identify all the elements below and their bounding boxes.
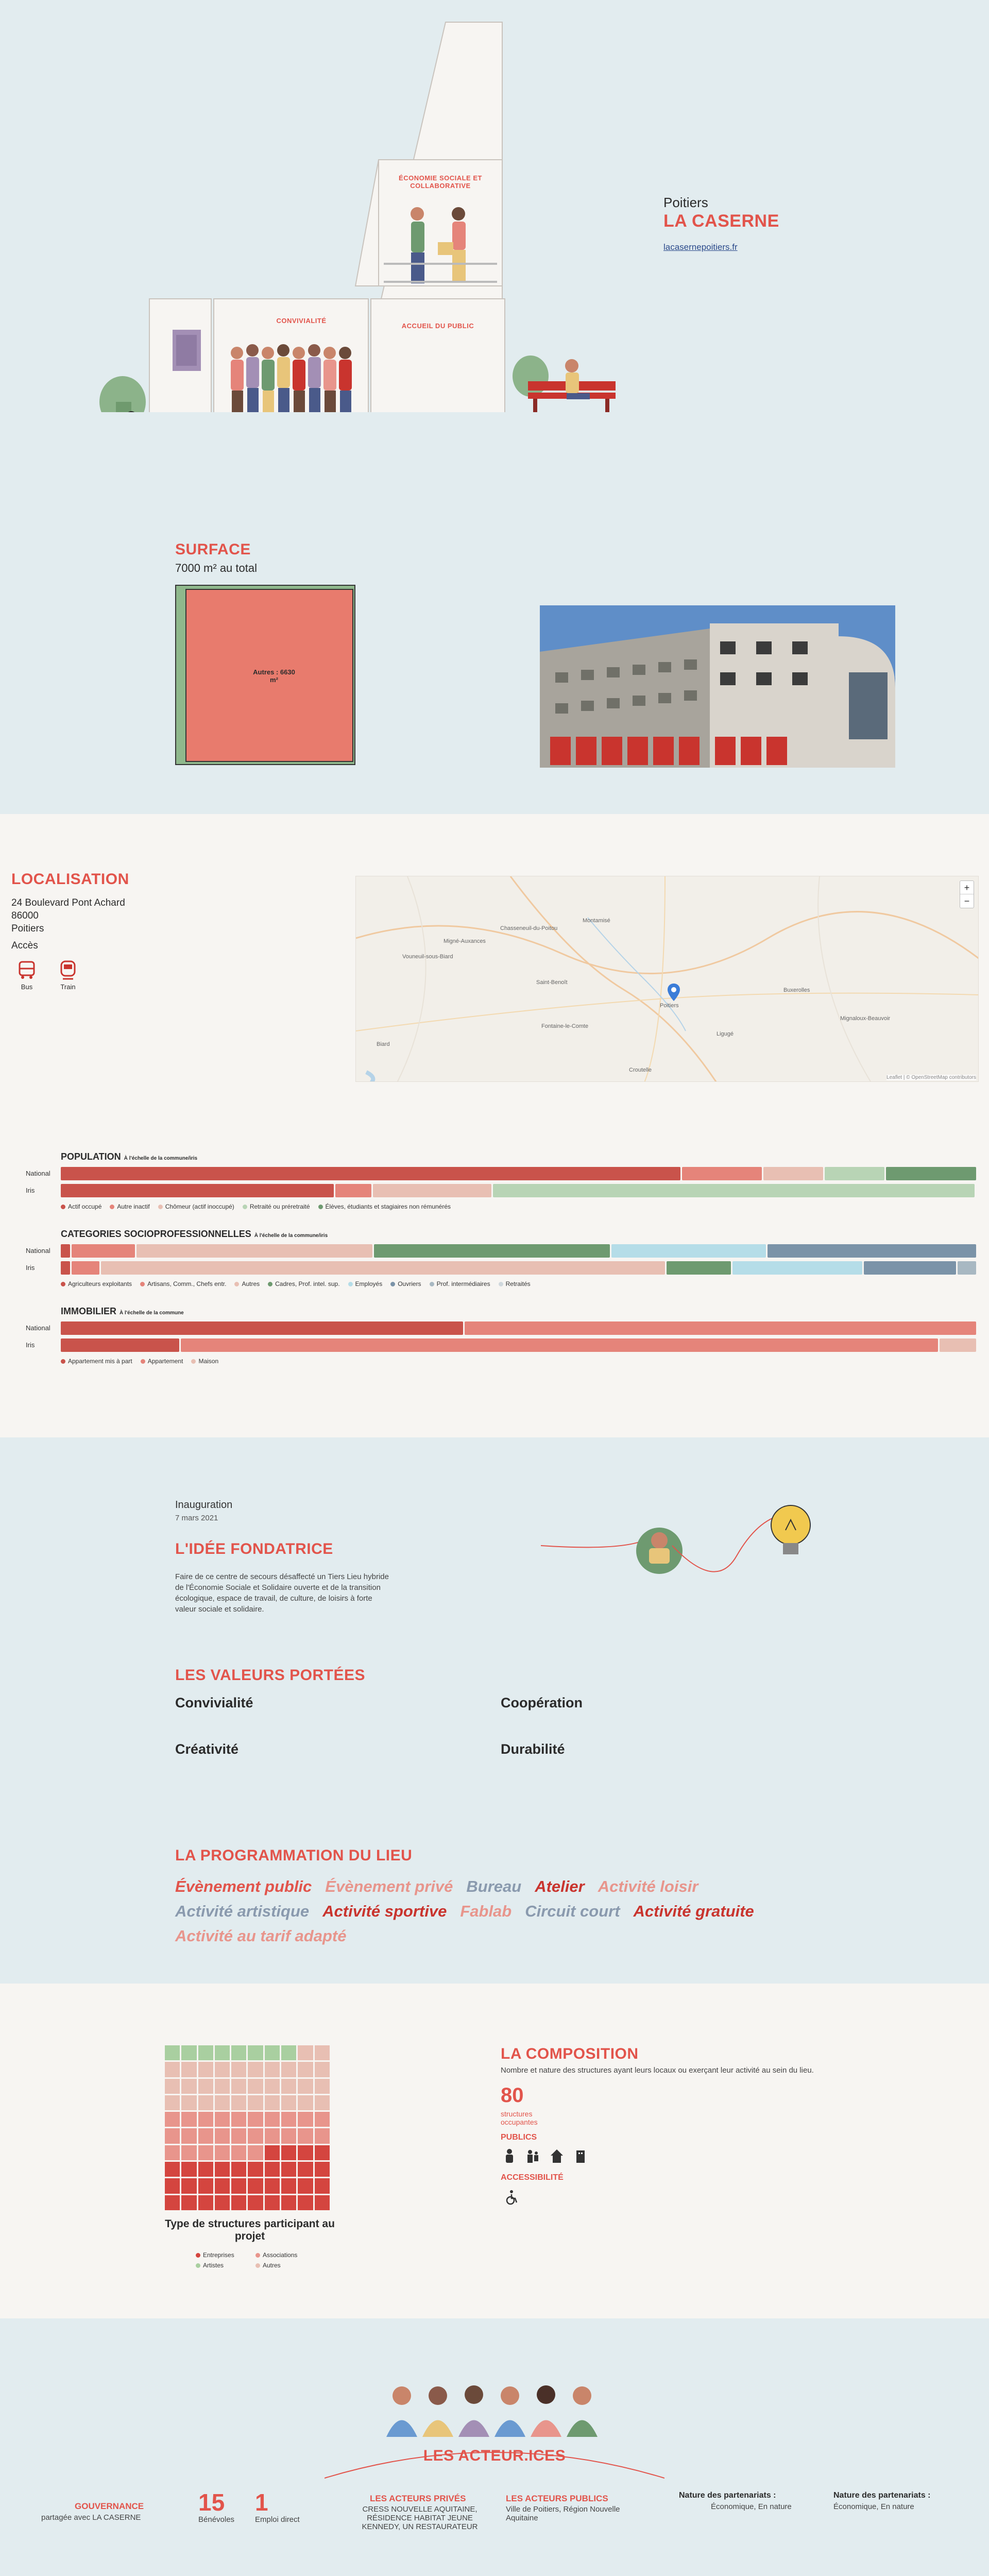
stacked-bar-national bbox=[61, 1321, 978, 1335]
bar-segment[interactable] bbox=[763, 1167, 823, 1180]
stacked-bar-iris bbox=[61, 1261, 978, 1275]
waffle-cell bbox=[181, 2162, 196, 2177]
map-place: Biard bbox=[377, 1041, 390, 1047]
map-place: Fontaine-le-Comte bbox=[541, 1023, 589, 1029]
waffle-cell bbox=[281, 2128, 296, 2143]
acteurs-publics-text: Ville de Poitiers, Région Nouvelle Aquitaine bbox=[506, 2505, 620, 2522]
room-label-economie: ÉCONOMIE SOCIALE ET COLLABORATIVE bbox=[399, 174, 482, 190]
bar-row-label: Iris bbox=[26, 1341, 35, 1349]
legend-item: Cadres, Prof. intel. sup. bbox=[268, 1280, 339, 1287]
legend-item: Artisans, Comm., Chefs entr. bbox=[140, 1280, 226, 1287]
waffle-cell bbox=[315, 2112, 330, 2127]
idee-title: L'IDÉE FONDATRICE bbox=[175, 1540, 333, 1557]
train-icon bbox=[58, 960, 78, 980]
gouvernance-subtitle: partagée avec LA CASERNE bbox=[41, 2513, 141, 2522]
acces-title: Accès bbox=[11, 940, 38, 951]
emploi-count: 1 bbox=[255, 2489, 268, 2516]
category-subtitle: À l'échelle de la commune/iris bbox=[254, 1233, 328, 1239]
surface-title: SURFACE bbox=[175, 541, 251, 558]
bar-segment[interactable] bbox=[886, 1167, 976, 1180]
waffle-cell bbox=[265, 2045, 280, 2060]
map-zoom-control bbox=[960, 880, 974, 908]
bar-segment[interactable] bbox=[61, 1261, 70, 1275]
waffle-title: Type de structures participant au projet bbox=[165, 2218, 335, 2242]
localisation-section bbox=[0, 814, 989, 1437]
programmation-item: Activité au tarif adapté bbox=[175, 1927, 347, 1945]
waffle-cell bbox=[165, 2095, 180, 2110]
waffle-cell bbox=[281, 2095, 296, 2110]
waffle-cell bbox=[281, 2062, 296, 2077]
programmation-list bbox=[175, 1875, 809, 1947]
hero-section bbox=[0, 0, 989, 412]
waffle-cell bbox=[165, 2045, 180, 2060]
map-zoom-out-button[interactable]: − bbox=[964, 896, 970, 906]
legend-item: Chômeur (actif inoccupé) bbox=[158, 1203, 234, 1210]
localisation-title: LOCALISATION bbox=[11, 871, 129, 888]
waffle-cell bbox=[165, 2145, 180, 2160]
map-place: Montamisé bbox=[583, 918, 610, 924]
waffle-cell bbox=[215, 2045, 230, 2060]
idea-illustration bbox=[541, 1494, 819, 1618]
bar-segment[interactable] bbox=[864, 1261, 956, 1275]
waffle-cell bbox=[265, 2128, 280, 2143]
bar-legend bbox=[61, 1358, 978, 1365]
accessibilite-title: ACCESSIBILITÉ bbox=[501, 2173, 564, 2182]
waffle-cell bbox=[198, 2145, 213, 2160]
bar-segment[interactable] bbox=[373, 1184, 491, 1197]
waffle-cell bbox=[165, 2112, 180, 2127]
publics-title: PUBLICS bbox=[501, 2133, 537, 2142]
waffle-cell bbox=[248, 2112, 263, 2127]
waffle-cell bbox=[298, 2178, 313, 2193]
demographic-category-title bbox=[61, 1151, 197, 1162]
programmation-item: Activité sportive bbox=[322, 1902, 447, 1920]
legend-item: Élèves, étudiants et stagiaires non rémunérés bbox=[318, 1203, 451, 1210]
waffle-cell bbox=[181, 2045, 196, 2060]
waffle-cell bbox=[231, 2195, 246, 2210]
idee-section bbox=[0, 1437, 989, 1984]
address-city: Poitiers bbox=[11, 923, 44, 934]
valeur-item: Durabilité bbox=[501, 1741, 565, 1757]
waffle-chart bbox=[165, 2045, 330, 2210]
map-place: Saint-Benoît bbox=[536, 979, 568, 986]
waffle-cell bbox=[181, 2128, 196, 2143]
waffle-cell bbox=[265, 2195, 280, 2210]
programmation-item: Fablab bbox=[460, 1902, 512, 1920]
waffle-cell bbox=[315, 2162, 330, 2177]
waffle-cell bbox=[231, 2079, 246, 2094]
waffle-legend-item: Associations bbox=[255, 2251, 307, 2259]
map-marker-icon[interactable] bbox=[668, 984, 680, 1004]
waffle-cell bbox=[281, 2045, 296, 2060]
inauguration-date: 7 mars 2021 bbox=[175, 1514, 218, 1522]
waffle-cell bbox=[181, 2079, 196, 2094]
waffle-cell bbox=[315, 2178, 330, 2193]
waffle-cell bbox=[181, 2145, 196, 2160]
waffle-cell bbox=[231, 2162, 246, 2177]
bar-segment[interactable] bbox=[682, 1167, 762, 1180]
room-label-accueil: ACCUEIL DU PUBLIC bbox=[401, 322, 474, 330]
waffle-cell bbox=[231, 2178, 246, 2193]
waffle-cell bbox=[231, 2112, 246, 2127]
waffle-cell bbox=[248, 2145, 263, 2160]
waffle-cell bbox=[265, 2145, 280, 2160]
room-label-convivialite: CONVIVIALITÉ bbox=[276, 317, 327, 325]
waffle-cell bbox=[165, 2162, 180, 2177]
waffle-cell bbox=[165, 2178, 180, 2193]
building-icon bbox=[573, 2148, 588, 2164]
waffle-cell bbox=[315, 2079, 330, 2094]
waffle-cell bbox=[165, 2062, 180, 2077]
bar-segment[interactable] bbox=[732, 1261, 862, 1275]
waffle-cell bbox=[181, 2062, 196, 2077]
valeurs-title: LES VALEURS PORTÉES bbox=[175, 1667, 366, 1684]
bar-segment[interactable] bbox=[493, 1184, 975, 1197]
waffle-cell bbox=[231, 2045, 246, 2060]
waffle-cell bbox=[215, 2178, 230, 2193]
waffle-cell bbox=[265, 2062, 280, 2077]
acteurs-title: LES ACTEUR.ICES bbox=[423, 2447, 566, 2464]
waffle-cell bbox=[181, 2112, 196, 2127]
waffle-cell bbox=[198, 2079, 213, 2094]
nature-partenariats-title: Nature des partenariats : bbox=[679, 2491, 776, 2500]
waffle-cell bbox=[315, 2062, 330, 2077]
address-zip: 86000 bbox=[11, 910, 39, 921]
waffle-cell bbox=[215, 2079, 230, 2094]
waffle-cell bbox=[298, 2112, 313, 2127]
demographic-category-title bbox=[61, 1306, 184, 1317]
bar-segment[interactable] bbox=[667, 1261, 731, 1275]
waffle-cell bbox=[298, 2162, 313, 2177]
waffle-cell bbox=[215, 2162, 230, 2177]
emploi-label: Emploi direct bbox=[255, 2515, 300, 2524]
waffle-cell bbox=[281, 2112, 296, 2127]
composition-subtitle: Nombre et nature des structures ayant leurs locaux ou exerçant leur activité au sein du lieu. bbox=[501, 2066, 814, 2075]
surface-section bbox=[0, 412, 989, 814]
waffle-cell bbox=[215, 2145, 230, 2160]
bar-segment[interactable] bbox=[72, 1244, 135, 1258]
waffle-cell bbox=[231, 2145, 246, 2160]
composition-section bbox=[0, 1984, 989, 2318]
map-place: Migné-Auxances bbox=[444, 938, 486, 944]
waffle-cell bbox=[215, 2095, 230, 2110]
bar-row-label: Iris bbox=[26, 1187, 35, 1194]
waffle-cell bbox=[315, 2128, 330, 2143]
waffle-cell bbox=[231, 2128, 246, 2143]
acteurs-illustration bbox=[376, 2380, 613, 2442]
acteurs-publics-title: LES ACTEURS PUBLICS bbox=[506, 2494, 608, 2503]
structures-label: structures occupantes bbox=[501, 2110, 538, 2126]
waffle-cell bbox=[265, 2178, 280, 2193]
valeur-item: Convivialité bbox=[175, 1695, 253, 1710]
map-zoom-in-button[interactable]: + bbox=[960, 881, 974, 894]
waffle-cell bbox=[215, 2195, 230, 2210]
benevoles-count: 15 bbox=[198, 2489, 225, 2516]
waffle-cell bbox=[165, 2195, 180, 2210]
surface-total: 7000 m² au total bbox=[175, 562, 257, 574]
bar-segment[interactable] bbox=[958, 1261, 976, 1275]
transport-train-label: Train bbox=[60, 983, 76, 991]
transport-train bbox=[57, 960, 79, 991]
waffle-legend-item: Entreprises bbox=[196, 2251, 247, 2259]
hero-title: LA CASERNE bbox=[663, 211, 779, 231]
inauguration-title: Inauguration bbox=[175, 1499, 233, 1511]
waffle-cell bbox=[215, 2062, 230, 2077]
waffle-cell bbox=[281, 2145, 296, 2160]
map-place: Vouneuil-sous-Biard bbox=[402, 954, 453, 960]
building-photo bbox=[540, 605, 895, 768]
waffle-cell bbox=[298, 2062, 313, 2077]
programmation-title: LA PROGRAMMATION DU LIEU bbox=[175, 1847, 413, 1864]
bar-segment[interactable] bbox=[611, 1244, 766, 1258]
waffle-cell bbox=[231, 2095, 246, 2110]
waffle-cell bbox=[248, 2062, 263, 2077]
waffle-cell bbox=[265, 2095, 280, 2110]
bar-segment[interactable] bbox=[825, 1167, 884, 1180]
bar-segment[interactable] bbox=[61, 1184, 334, 1197]
waffle-cell bbox=[281, 2178, 296, 2193]
waffle-cell bbox=[265, 2162, 280, 2177]
programmation-item: Circuit court bbox=[525, 1902, 620, 1920]
publics-icons bbox=[502, 2148, 588, 2164]
waffle-cell bbox=[165, 2079, 180, 2094]
waffle-cell bbox=[298, 2095, 313, 2110]
demographic-category-title bbox=[61, 1229, 328, 1240]
programmation-item: Bureau bbox=[466, 1877, 522, 1895]
waffle-cell bbox=[281, 2195, 296, 2210]
waffle-cell bbox=[298, 2145, 313, 2160]
programmation-item: Atelier bbox=[535, 1877, 585, 1895]
legend-item: Employés bbox=[348, 1280, 383, 1287]
waffle-cell bbox=[248, 2195, 263, 2210]
waffle-cell bbox=[215, 2112, 230, 2127]
house-icon bbox=[550, 2148, 564, 2164]
bar-segment[interactable] bbox=[181, 1338, 938, 1352]
waffle-cell bbox=[181, 2095, 196, 2110]
waffle-cell bbox=[198, 2195, 213, 2210]
legend-item: Autre inactif bbox=[110, 1203, 149, 1210]
bus-icon bbox=[16, 960, 37, 980]
waffle-cell bbox=[281, 2079, 296, 2094]
waffle-cell bbox=[315, 2045, 330, 2060]
bar-segment[interactable] bbox=[335, 1184, 372, 1197]
acteurs-prives-title: LES ACTEURS PRIVÉS bbox=[370, 2494, 466, 2503]
waffle-legend bbox=[196, 2251, 314, 2269]
legend-item: Agriculteurs exploitants bbox=[61, 1280, 132, 1287]
category-subtitle: À l'échelle de la commune bbox=[120, 1310, 184, 1316]
bar-segment[interactable] bbox=[61, 1244, 70, 1258]
waffle-cell bbox=[298, 2079, 313, 2094]
legend-item: Autres bbox=[234, 1280, 260, 1287]
programmation-item: Activité loisir bbox=[598, 1877, 698, 1895]
waffle-cell bbox=[181, 2178, 196, 2193]
waffle-cell bbox=[248, 2045, 263, 2060]
waffle-cell bbox=[198, 2062, 213, 2077]
waffle-cell bbox=[198, 2162, 213, 2177]
waffle-cell bbox=[315, 2195, 330, 2210]
stacked-bar-iris bbox=[61, 1338, 978, 1352]
benevoles-label: Bénévoles bbox=[198, 2515, 235, 2524]
waffle-cell bbox=[198, 2112, 213, 2127]
waffle-cell bbox=[248, 2162, 263, 2177]
category-name: IMMOBILIER bbox=[61, 1306, 116, 1316]
map[interactable] bbox=[355, 876, 979, 1082]
programmation-item: Évènement privé bbox=[325, 1877, 453, 1895]
waffle-cell bbox=[198, 2128, 213, 2143]
bar-row-label: National bbox=[26, 1324, 50, 1332]
legend-item: Actif occupé bbox=[61, 1203, 101, 1210]
waffle-cell bbox=[198, 2095, 213, 2110]
waffle-cell bbox=[248, 2095, 263, 2110]
valeur-item: Créativité bbox=[175, 1741, 239, 1757]
bar-segment[interactable] bbox=[61, 1338, 179, 1352]
transport-bus-label: Bus bbox=[21, 983, 33, 991]
map-place: Croutelle bbox=[629, 1067, 652, 1073]
nature-partenariats-text: Économique, En nature bbox=[833, 2502, 914, 2511]
programmation-item: Évènement public bbox=[175, 1877, 312, 1895]
legend-item: Appartement mis à part bbox=[61, 1358, 132, 1365]
nature-partenariats-title: Nature des partenariats : bbox=[833, 2491, 931, 2500]
bar-segment[interactable] bbox=[72, 1261, 99, 1275]
waffle-cell bbox=[181, 2195, 196, 2210]
transport-bus bbox=[15, 960, 38, 991]
waffle-cell bbox=[231, 2062, 246, 2077]
acteurs-section bbox=[0, 2318, 989, 2576]
waffle-cell bbox=[198, 2045, 213, 2060]
bar-legend bbox=[61, 1280, 978, 1287]
bar-segment[interactable] bbox=[374, 1244, 610, 1258]
bar-segment[interactable] bbox=[101, 1261, 665, 1275]
person-icon bbox=[502, 2148, 517, 2164]
waffle-cell bbox=[315, 2145, 330, 2160]
stacked-bar-national bbox=[61, 1167, 978, 1180]
surface-other-label: Autres : 6630 m² bbox=[253, 668, 295, 684]
waffle-cell bbox=[298, 2128, 313, 2143]
category-name: CATEGORIES SOCIOPROFESSIONNELLES bbox=[61, 1229, 251, 1239]
structures-count: 80 bbox=[501, 2084, 524, 2107]
bar-segment[interactable] bbox=[768, 1244, 976, 1258]
legend-item: Appartement bbox=[141, 1358, 183, 1365]
waffle-cell bbox=[265, 2079, 280, 2094]
bar-segment[interactable] bbox=[465, 1321, 976, 1335]
acteurs-prives-text: CRESS NOUVELLE AQUITAINE, RÉSIDENCE HABITAT JEUNE KENNEDY, UN RESTAURATEUR bbox=[362, 2505, 478, 2531]
bar-row-label: National bbox=[26, 1170, 50, 1177]
programmation-item: Activité artistique bbox=[175, 1902, 310, 1920]
waffle-legend-item: Artistes bbox=[196, 2262, 247, 2269]
waffle-cell bbox=[248, 2128, 263, 2143]
nature-partenariats-text: Économique, En nature bbox=[711, 2502, 792, 2511]
map-roads bbox=[356, 876, 979, 1082]
bar-row-label: National bbox=[26, 1247, 50, 1255]
map-place: Chasseneuil-du-Poitou bbox=[500, 925, 558, 931]
waffle-cell bbox=[298, 2045, 313, 2060]
address-street: 24 Boulevard Pont Achard bbox=[11, 897, 125, 908]
bar-segment[interactable] bbox=[61, 1167, 680, 1180]
map-attribution[interactable]: Leaflet | © OpenStreetMap contributors bbox=[886, 1075, 976, 1080]
legend-item: Maison bbox=[191, 1358, 218, 1365]
waffle-cell bbox=[315, 2095, 330, 2110]
gouvernance-title: GOUVERNANCE bbox=[75, 2501, 144, 2511]
waffle-cell bbox=[248, 2079, 263, 2094]
map-place: Buxerolles bbox=[783, 987, 810, 993]
waffle-cell bbox=[215, 2128, 230, 2143]
family-icon bbox=[526, 2148, 540, 2164]
address-block bbox=[11, 896, 125, 935]
waffle-cell bbox=[165, 2128, 180, 2143]
valeur-item: Coopération bbox=[501, 1695, 583, 1710]
hero-city: Poitiers bbox=[663, 195, 708, 210]
composition-title: LA COMPOSITION bbox=[501, 2045, 639, 2062]
category-name: POPULATION bbox=[61, 1151, 121, 1162]
hero-website-link[interactable]: lacasernepoitiers.fr bbox=[663, 242, 738, 252]
bar-row-label: Iris bbox=[26, 1264, 35, 1272]
waffle-cell bbox=[265, 2112, 280, 2127]
legend-item: Ouvriers bbox=[390, 1280, 421, 1287]
map-place: Ligugé bbox=[717, 1031, 734, 1037]
legend-item: Retraité ou préretraité bbox=[243, 1203, 310, 1210]
waffle-cell bbox=[281, 2162, 296, 2177]
stacked-bar-national bbox=[61, 1244, 978, 1258]
waffle-cell bbox=[198, 2178, 213, 2193]
surface-chart bbox=[175, 585, 355, 765]
bar-segment[interactable] bbox=[137, 1244, 372, 1258]
map-place: Poitiers bbox=[660, 1003, 679, 1009]
stacked-bar-iris bbox=[61, 1184, 978, 1197]
legend-item: Retraités bbox=[499, 1280, 531, 1287]
waffle-legend-item: Autres bbox=[255, 2262, 307, 2269]
bar-segment[interactable] bbox=[61, 1321, 463, 1335]
map-place: Mignaloux-Beauvoir bbox=[840, 1015, 891, 1022]
waffle-cell bbox=[298, 2195, 313, 2210]
category-subtitle: À l'échelle de la commune/iris bbox=[124, 1156, 198, 1161]
bar-legend bbox=[61, 1203, 978, 1210]
hero-illustration bbox=[88, 21, 901, 443]
waffle-cell bbox=[248, 2178, 263, 2193]
bar-segment[interactable] bbox=[940, 1338, 976, 1352]
programmation-item: Activité gratuite bbox=[633, 1902, 754, 1920]
wheelchair-icon bbox=[504, 2190, 519, 2205]
idee-text: Faire de ce centre de secours désaffecté un Tiers Lieu hybride de l'Économie Sociale et Solidaire ouverte et de la transition écologique, espace de travail, de culture, de loisirs à forte valeur sociale et solidaire. bbox=[175, 1572, 389, 1614]
legend-item: Prof. intermédiaires bbox=[430, 1280, 490, 1287]
